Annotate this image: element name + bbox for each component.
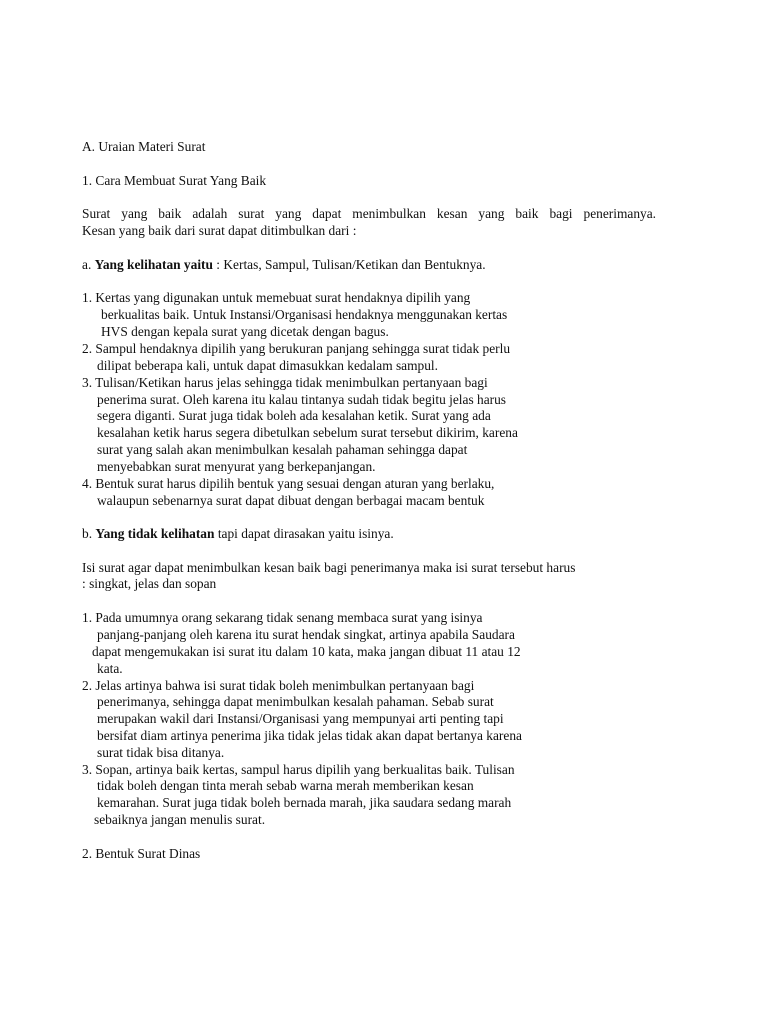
part-b-text: tapi dapat dirasakan yaitu isinya. xyxy=(214,526,394,541)
intro-line-1: Surat yang baik adalah surat yang dapat menimbulkan kesan yang baik bagi penerimanya. xyxy=(82,206,656,221)
list-a-line: menyebabkan surat menyurat yang berkepanjangan. xyxy=(97,459,376,474)
section-1-title: 1. Cara Membuat Surat Yang Baik xyxy=(82,173,267,188)
list-b-line: panjang-panjang oleh karena itu surat hendak singkat, artinya apabila Saudara xyxy=(97,627,515,642)
list-a-line: kesalahan ketik harus segera dibetulkan sebelum surat tersebut dikirim, karena xyxy=(97,425,518,440)
list-b-line: tidak boleh dengan tinta merah sebab warna merah memberikan kesan xyxy=(97,778,474,793)
list-a-line: segera diganti. Surat juga tidak boleh ada kesalahan ketik. Surat yang ada xyxy=(97,408,491,423)
list-b-line: merupakan wakil dari Instansi/Organisasi yang mempunyai arti penting tapi xyxy=(97,711,504,726)
part-b-bold-label: Yang tidak kelihatan xyxy=(95,526,215,541)
isi-intro-line-2: : singkat, jelas dan sopan xyxy=(82,576,217,591)
list-a-line: berkualitas baik. Untuk Instansi/Organisasi hendaknya menggunakan kertas xyxy=(101,307,508,322)
part-a-text: : Kertas, Sampul, Tulisan/Ketikan dan Bentuknya. xyxy=(212,257,486,272)
part-b-heading xyxy=(82,525,394,542)
intro-line-2: Kesan yang baik dari surat dapat ditimbulkan dari : xyxy=(82,223,357,238)
list-a-line: walaupun sebenarnya surat dapat dibuat dengan berbagai macam bentuk xyxy=(97,493,485,508)
list-b-line: kata. xyxy=(97,661,123,676)
list-a-line: surat yang salah akan menimbulkan kesalah pahaman sehingga dapat xyxy=(97,442,468,457)
section-2-title: 2. Bentuk Surat Dinas xyxy=(82,846,201,861)
list-b-line: 2. Jelas artinya bahwa isi surat tidak boleh menimbulkan pertanyaan bagi xyxy=(82,678,475,693)
list-b-line: bersifat diam artinya penerima jika tidak jelas tidak akan dapat bertanya karena xyxy=(97,728,522,743)
list-a-line: penerima surat. Oleh karena itu kalau tintanya sudah tidak begitu jelas harus xyxy=(97,392,507,407)
list-a-line: 1. Kertas yang digunakan untuk memebuat surat hendaknya dipilih yang xyxy=(82,290,471,305)
part-a-bold-label: Yang kelihatan yaitu xyxy=(94,257,213,272)
part-a-prefix: a. xyxy=(82,257,95,272)
list-a-line: dilipat beberapa kali, untuk dapat dimasukkan kedalam sampul. xyxy=(97,358,438,373)
list-a-line: 2. Sampul hendaknya dipilih yang berukuran panjang sehingga surat tidak perlu xyxy=(82,341,511,356)
part-b-prefix: b. xyxy=(82,526,96,541)
list-a-line: 4. Bentuk surat harus dipilih bentuk yang sesuai dengan aturan yang berlaku, xyxy=(82,476,495,491)
list-b-line: sebaiknya jangan menulis surat. xyxy=(94,812,266,827)
part-a-heading xyxy=(82,256,486,273)
list-b-line: surat tidak bisa ditanya. xyxy=(97,745,225,760)
section-heading: A. Uraian Materi Surat xyxy=(82,139,206,154)
list-b-line: 3. Sopan, artinya baik kertas, sampul harus dipilih yang berkualitas baik. Tulisan xyxy=(82,762,515,777)
list-b-line: 1. Pada umumnya orang sekarang tidak senang membaca surat yang isinya xyxy=(82,610,483,625)
list-a-line: HVS dengan kepala surat yang dicetak dengan bagus. xyxy=(101,324,389,339)
list-b-line: penerimanya, sehingga dapat menimbulkan kesalah pahaman. Sebab surat xyxy=(97,694,494,709)
list-a-line: 3. Tulisan/Ketikan harus jelas sehingga tidak menimbulkan pertanyaan bagi xyxy=(82,375,488,390)
list-b-line: kemarahan. Surat juga tidak boleh bernada marah, jika saudara sedang marah xyxy=(97,795,512,810)
isi-intro-line-1: Isi surat agar dapat menimbulkan kesan baik bagi penerimanya maka isi surat tersebut harus xyxy=(82,560,576,575)
list-b-line: dapat mengemukakan isi surat itu dalam 10 kata, maka jangan dibuat 11 atau 12 xyxy=(92,644,521,659)
